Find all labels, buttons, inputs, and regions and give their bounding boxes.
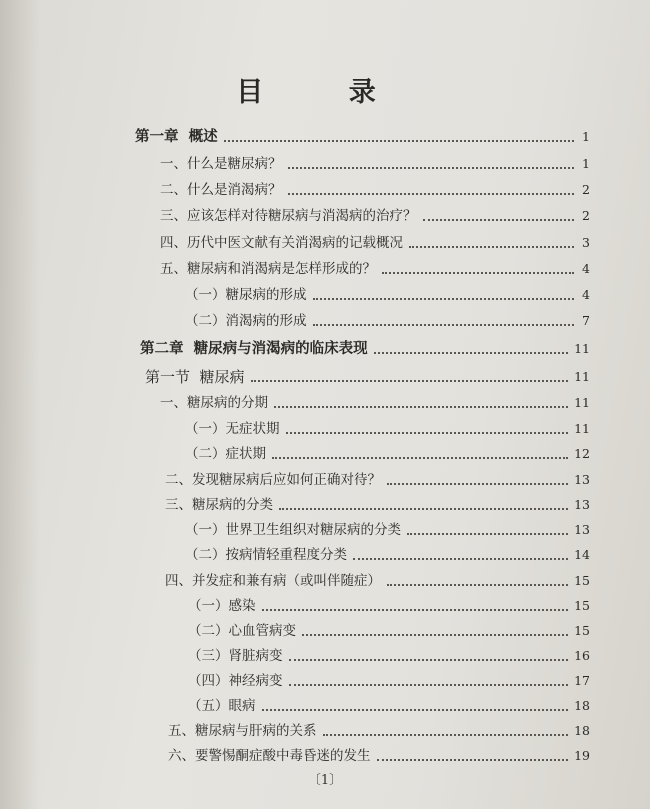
page-number-footer: 〔1〕 bbox=[307, 773, 343, 788]
toc-page-number: 19 bbox=[574, 748, 590, 763]
dot-leader bbox=[302, 633, 568, 636]
toc-page-number: 11 bbox=[574, 395, 590, 410]
dot-leader bbox=[288, 166, 575, 169]
toc-label: 一、糖尿病的分期 bbox=[160, 395, 268, 411]
toc-subentry bbox=[185, 517, 590, 539]
toc-label: （四）神经病变 bbox=[188, 673, 283, 689]
toc-label: （五）眼病 bbox=[188, 698, 256, 714]
toc-subentry bbox=[188, 593, 590, 615]
dot-leader bbox=[313, 323, 575, 326]
toc-page-number: 17 bbox=[574, 673, 590, 688]
toc-page-number: 13 bbox=[574, 497, 590, 512]
dot-leader bbox=[262, 608, 569, 611]
toc-subentry bbox=[185, 542, 590, 564]
toc-chapter-1 bbox=[135, 124, 590, 146]
toc-chapter-2 bbox=[140, 336, 590, 358]
toc-subentry bbox=[188, 693, 590, 715]
dot-leader bbox=[288, 192, 575, 195]
toc-label: （二）按病情轻重程度分类 bbox=[185, 547, 347, 563]
toc-label: 四、并发症和兼有病（或叫伴随症） bbox=[165, 573, 381, 589]
dot-leader bbox=[323, 733, 569, 736]
dot-leader bbox=[272, 456, 568, 459]
toc-page-number: 4 bbox=[582, 261, 590, 276]
toc-page-number: 13 bbox=[574, 522, 590, 537]
toc-entry bbox=[168, 718, 590, 740]
dot-leader bbox=[289, 658, 569, 661]
toc-entry bbox=[160, 256, 590, 278]
dot-leader bbox=[286, 431, 569, 434]
toc-page-number: 4 bbox=[582, 287, 590, 302]
toc-entry bbox=[160, 203, 590, 225]
dot-leader bbox=[409, 245, 574, 248]
dot-leader bbox=[224, 139, 574, 142]
dot-leader bbox=[387, 583, 568, 586]
toc-label: （二）消渴病的形成 bbox=[185, 313, 307, 329]
toc-label: （一）糖尿病的形成 bbox=[185, 287, 307, 303]
toc-label: 六、要警惕酮症酸中毒昏迷的发生 bbox=[168, 748, 371, 764]
toc-page-number: 2 bbox=[582, 208, 590, 223]
dot-leader bbox=[407, 532, 568, 535]
toc-label: 二、什么是消渴病？ bbox=[160, 182, 282, 198]
toc-page-number: 18 bbox=[574, 698, 590, 713]
toc-label: 五、糖尿病与肝病的关系 bbox=[168, 723, 317, 739]
toc-entry bbox=[160, 390, 590, 412]
toc-label: 第一节 糖尿病 bbox=[145, 368, 245, 386]
toc-subentry bbox=[185, 416, 590, 438]
toc-page-number: 15 bbox=[574, 573, 590, 588]
dot-leader bbox=[251, 379, 569, 382]
toc-subentry bbox=[188, 643, 590, 665]
dot-leader bbox=[374, 351, 568, 354]
toc-label: 二、发现糖尿病后应如何正确对待？ bbox=[165, 472, 381, 488]
toc-page-number: 3 bbox=[582, 235, 590, 250]
dot-leader bbox=[313, 297, 575, 300]
toc-page-number: 11 bbox=[574, 421, 590, 436]
toc-label: （一）感染 bbox=[188, 598, 256, 614]
dot-leader bbox=[289, 683, 569, 686]
toc-page-number: 16 bbox=[574, 648, 590, 663]
dot-leader bbox=[279, 507, 568, 510]
toc-page-number: 7 bbox=[582, 313, 590, 328]
toc-page-number: 18 bbox=[574, 723, 590, 738]
toc-subentry bbox=[188, 618, 590, 640]
toc-label: 五、糖尿病和消渴病是怎样形成的？ bbox=[160, 261, 376, 277]
toc-subentry bbox=[188, 668, 590, 690]
toc-subentry bbox=[185, 308, 590, 330]
toc-entry bbox=[165, 568, 590, 590]
toc-page-number: 14 bbox=[574, 547, 590, 562]
toc-entry bbox=[160, 230, 590, 252]
dot-leader bbox=[423, 218, 575, 221]
dot-leader bbox=[262, 708, 569, 711]
toc-page-number: 13 bbox=[574, 472, 590, 487]
toc-label: （二）心血管病变 bbox=[188, 623, 296, 639]
toc-page-number: 1 bbox=[582, 156, 590, 171]
toc-entry bbox=[168, 743, 590, 765]
dot-leader bbox=[382, 271, 574, 274]
toc-label: 三、糖尿病的分类 bbox=[165, 497, 273, 513]
toc-entry bbox=[165, 467, 590, 489]
toc-page-number: 15 bbox=[574, 598, 590, 613]
dot-leader bbox=[387, 482, 568, 485]
toc-label: 四、历代中医文献有关消渴病的记载概况 bbox=[160, 235, 403, 251]
toc-subentry bbox=[185, 282, 590, 304]
toc-label: 第一章 概述 bbox=[135, 128, 218, 145]
dot-leader bbox=[274, 405, 568, 408]
toc-page-number: 1 bbox=[582, 129, 590, 144]
toc-page-number: 2 bbox=[582, 182, 590, 197]
toc-page-number: 15 bbox=[574, 623, 590, 638]
dot-leader bbox=[353, 557, 568, 560]
toc-entry bbox=[160, 177, 590, 199]
toc-label: （三）肾脏病变 bbox=[188, 648, 283, 664]
toc-label: 第二章 糖尿病与消渴病的临床表现 bbox=[140, 340, 368, 357]
page-title: 目 录 bbox=[236, 77, 414, 108]
toc-page-number: 11 bbox=[574, 341, 590, 356]
toc-entry bbox=[160, 151, 590, 173]
toc-section bbox=[145, 364, 590, 386]
toc-page-number: 11 bbox=[574, 369, 590, 384]
toc-label: 一、什么是糖尿病？ bbox=[160, 156, 282, 172]
toc-label: 三、应该怎样对待糖尿病与消渴病的治疗？ bbox=[160, 208, 417, 224]
dot-leader bbox=[377, 758, 569, 761]
toc-label: （一）世界卫生组织对糖尿病的分类 bbox=[185, 522, 401, 538]
toc-page-number: 12 bbox=[574, 446, 590, 461]
toc-entry bbox=[165, 492, 590, 514]
toc-subentry bbox=[185, 441, 590, 463]
toc-label: （一）无症状期 bbox=[185, 421, 280, 437]
toc-label: （二）症状期 bbox=[185, 446, 266, 462]
